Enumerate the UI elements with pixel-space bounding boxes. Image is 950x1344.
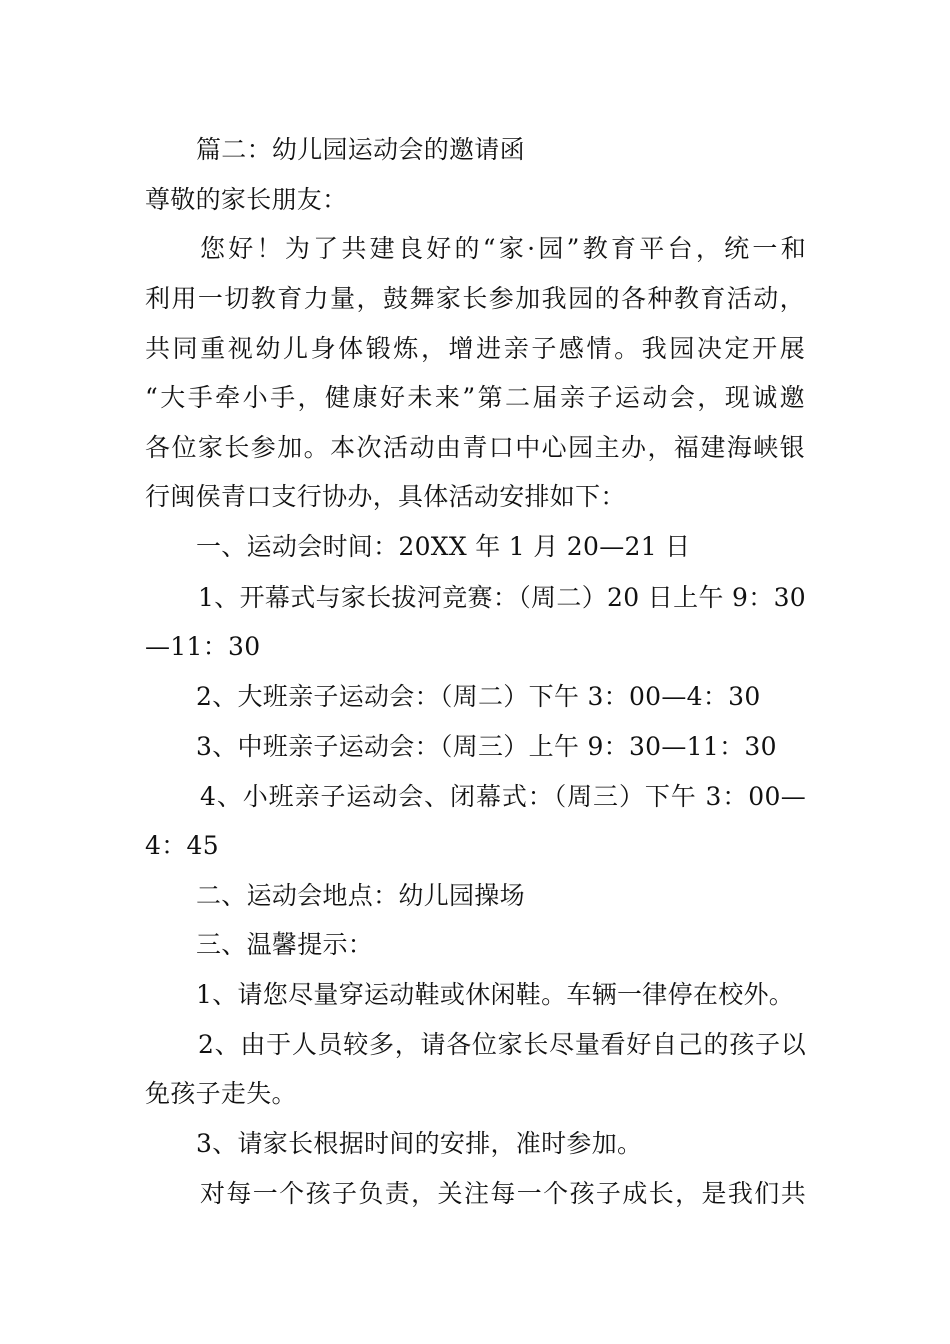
- schedule-item: 1、开幕式与家长拔河竞赛：（周二）20 日上午 9：30: [198, 583, 806, 612]
- intro-line: 共同重视幼儿身体锻炼，增进亲子感情。我园决定开展: [145, 334, 805, 363]
- salutation: 尊敬的家长朋友：: [145, 185, 348, 214]
- tip-item: 免孩子走失。: [145, 1079, 297, 1108]
- schedule-heading: 一、运动会时间：20XX 年 1 月 20—21 日: [196, 532, 691, 561]
- intro-line: 各位家长参加。本次活动由青口中心园主办，福建海峡银: [145, 433, 805, 462]
- tip-item: 3、请家长根据时间的安排，准时参加。: [196, 1129, 643, 1158]
- intro-line: “大手牵小手，健康好未来”第二届亲子运动会，现诚邀: [145, 383, 805, 412]
- tip-item: 1、请您尽量穿运动鞋或休闲鞋。车辆一律停在校外。: [196, 980, 795, 1009]
- intro-line: 行闽侯青口支行协办，具体活动安排如下：: [145, 482, 626, 511]
- intro-line: 您好！为了共建良好的“家·园”教育平台，统一和: [200, 234, 806, 263]
- document-title: 篇二：幼儿园运动会的邀请函: [196, 135, 525, 164]
- schedule-item: —11：30: [145, 632, 261, 661]
- location-heading: 二、运动会地点：幼儿园操场: [196, 881, 525, 910]
- schedule-item: 2、大班亲子运动会：（周二）下午 3：00—4：30: [196, 682, 761, 711]
- closing-line: 对每一个孩子负责，关注每一个孩子成长，是我们共: [200, 1179, 806, 1208]
- schedule-item: 4：45: [145, 831, 219, 860]
- schedule-item: 3、中班亲子运动会：（周三）上午 9：30—11：30: [196, 732, 777, 761]
- schedule-item: 4、小班亲子运动会、闭幕式：（周三）下午 3：00—: [200, 782, 806, 811]
- intro-line: 利用一切教育力量，鼓舞家长参加我园的各种教育活动，: [145, 284, 805, 313]
- tip-item: 2、由于人员较多，请各位家长尽量看好自己的孩子以: [198, 1030, 806, 1059]
- tips-heading: 三、温馨提示：: [196, 930, 374, 959]
